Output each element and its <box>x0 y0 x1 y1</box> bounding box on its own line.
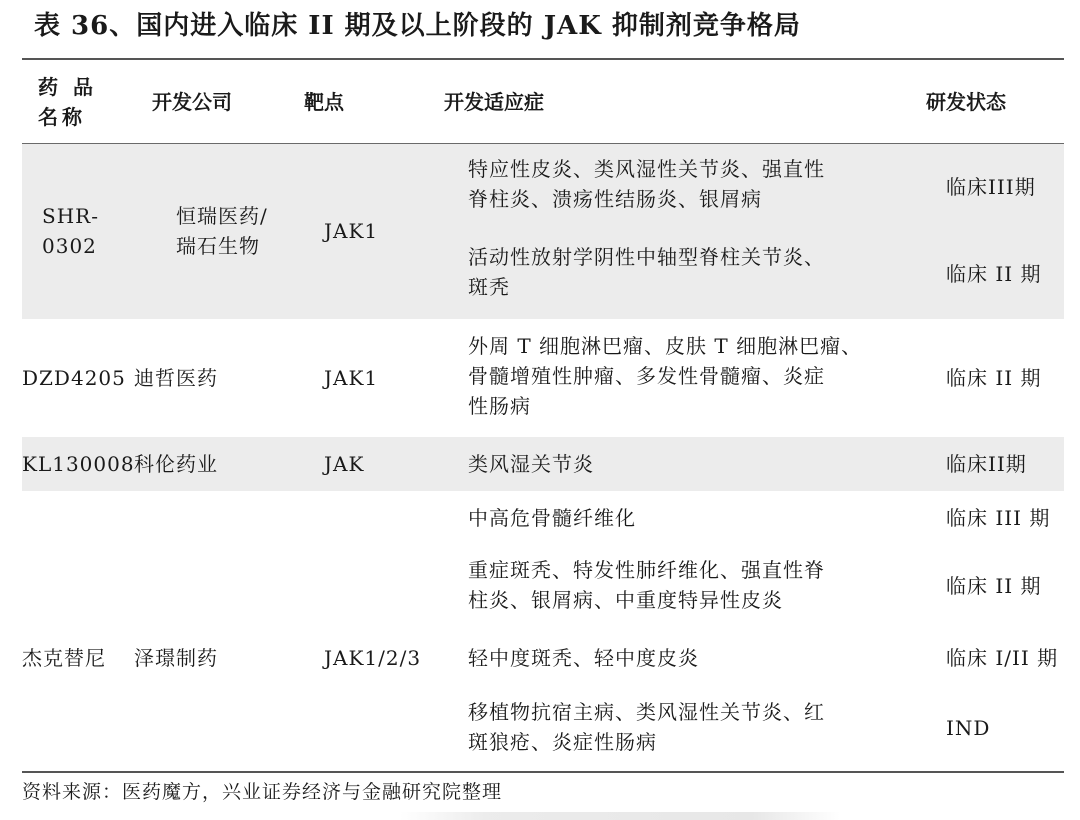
status-cell: 临床III期 <box>946 175 1036 199</box>
table-row-kl130008 <box>22 437 1064 491</box>
status-cell: 临床II期 <box>946 452 1027 476</box>
indication-cell <box>468 697 916 757</box>
indication-cell: 轻中度斑秃、轻中度皮炎 <box>468 646 699 670</box>
indication-line: 重症斑秃、特发性肺纤维化、强直性脊 <box>468 558 825 582</box>
drug-name-cell <box>42 201 99 261</box>
indication-line: 斑狼疮、炎症性肠病 <box>468 730 657 754</box>
company-line1: 恒瑞医药/ <box>176 204 268 228</box>
indication-cell <box>468 242 916 302</box>
company-cell: 泽璟制药 <box>134 646 218 670</box>
header-target: 靶点 <box>304 89 344 114</box>
status-cell: 临床 II 期 <box>946 574 1042 598</box>
drug-name-line2: 0302 <box>42 234 97 258</box>
indication-line: 移植物抗宿主病、类风湿性关节炎、红 <box>468 700 825 724</box>
table-row-jaktinib <box>22 491 1064 771</box>
company-cell <box>176 201 268 261</box>
company-cell: 迪哲医药 <box>134 366 218 390</box>
drug-name-cell: DZD4205 <box>22 366 126 390</box>
status-cell: 临床 II 期 <box>946 366 1042 390</box>
cropped-text-remnant <box>400 812 840 820</box>
indication-cell <box>468 555 916 615</box>
indication-cell: 类风湿关节炎 <box>468 452 594 476</box>
target-cell: JAK1 <box>324 366 379 390</box>
header-drug-line2: 名称 <box>38 104 86 129</box>
indication-line: 骨髓增殖性肿瘤、多发性骨髓瘤、炎症 <box>468 364 825 388</box>
table-header-row <box>22 60 1064 143</box>
indication-line: 外周 T 细胞淋巴瘤、皮肤 T 细胞淋巴瘤、 <box>468 334 863 358</box>
status-cell: IND <box>946 716 991 740</box>
status-cell: 临床 III 期 <box>946 506 1051 530</box>
company-line2: 瑞石生物 <box>176 234 260 258</box>
indication-cell <box>468 331 916 421</box>
company-cell: 科伦药业 <box>134 452 218 476</box>
source-note: 资料来源：医药魔方，兴业证券经济与金融研究院整理 <box>22 781 503 803</box>
status-cell: 临床 II 期 <box>946 262 1042 286</box>
header-drug-name <box>38 60 128 143</box>
indication-cell <box>468 154 916 214</box>
header-drug-line1: 药 品 <box>38 74 97 99</box>
indication-cell: 中高危骨髓纤维化 <box>468 506 636 530</box>
status-cell: 临床 I/II 期 <box>946 646 1059 670</box>
header-status: 研发状态 <box>926 89 1006 114</box>
indication-line: 柱炎、银屑病、中重度特异性皮炎 <box>468 588 783 612</box>
bottom-rule <box>22 771 1064 773</box>
drug-name-cell: KL130008 <box>22 452 135 476</box>
indication-line: 活动性放射学阴性中轴型脊柱关节炎、 <box>468 245 825 269</box>
indication-line: 脊柱炎、溃疡性结肠炎、银屑病 <box>468 187 762 211</box>
target-cell: JAK <box>324 452 365 476</box>
table-row-dzd4205 <box>22 319 1064 437</box>
table-row-shr0302 <box>22 144 1064 319</box>
header-indication: 开发适应症 <box>444 89 544 114</box>
drug-name-cell: 杰克替尼 <box>22 646 106 670</box>
target-cell: JAK1/2/3 <box>324 646 422 670</box>
header-company: 开发公司 <box>152 89 232 114</box>
table-title: 表 36、国内进入临床 II 期及以上阶段的 JAK 抑制剂竞争格局 <box>34 11 801 41</box>
indication-line: 性肠病 <box>468 394 531 418</box>
drug-name-line1: SHR- <box>42 204 99 228</box>
target-cell: JAK1 <box>324 219 379 243</box>
indication-line: 特应性皮炎、类风湿性关节炎、强直性 <box>468 157 825 181</box>
indication-line: 斑秃 <box>468 275 510 299</box>
